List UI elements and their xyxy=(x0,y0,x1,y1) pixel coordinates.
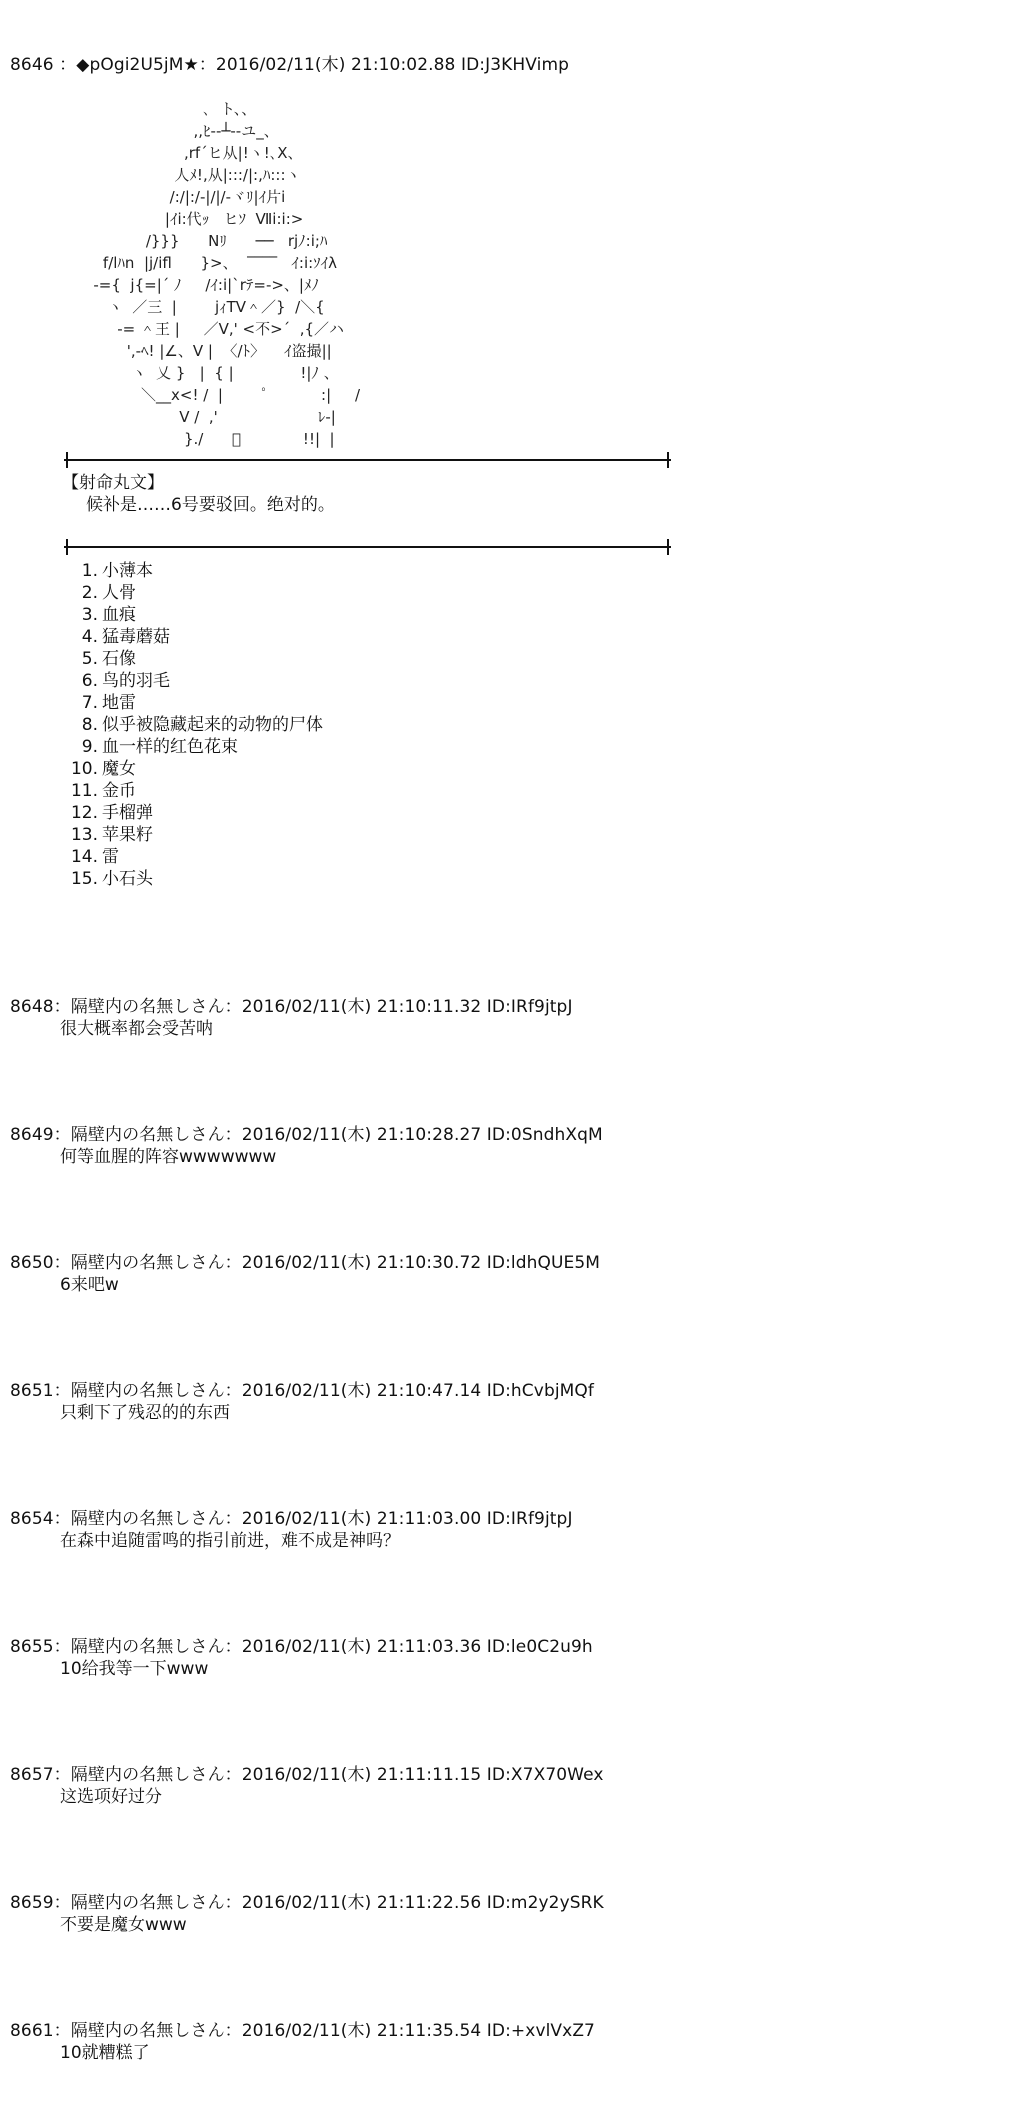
reply-header: 8661：隔壁内の名無しさん：2016/02/11(木) 21:11:35.54 ID:+xvlVxZ7 xyxy=(10,2021,595,2041)
list-item: 8. 似乎被隐藏起来的动物的尸体 xyxy=(81,715,323,735)
list-item: 7. 地雷 xyxy=(81,693,136,713)
list-item: 11. 金币 xyxy=(70,781,136,801)
list-item: 13. 苹果籽 xyxy=(70,825,153,845)
reply-body: 10给我等一下www xyxy=(60,1659,209,1679)
list-item: 9. 血一样的红色花束 xyxy=(81,737,238,757)
speaker-name: 【射命丸文】 xyxy=(62,473,164,493)
speaker-line: 候补是……6号要驳回。绝对的。 xyxy=(86,495,335,515)
reply-header: 8657：隔壁内の名無しさん：2016/02/11(木) 21:11:11.15 ID:X7X70Wex xyxy=(10,1765,604,1785)
list-item: 15. 小石头 xyxy=(70,869,153,889)
ascii-art: ､ ト、、 ,,ﾋ-‐┴‐-ユ_、 ,rf´ヒ从|!ヽ!､X、 人ﾒ!,从|:::/|:,ﾊ:::ヽ /:/|:/-|/|/-ヾﾘ|ｲ片i |ｲi:代ｯ ヒｿ Ⅶi:i:> /}}} Nﾘ ── rjﾉ:i;ﾊ f/lﾊn |j/ifl }>、 ‾‾‾‾ ｲ:i:ｿｲλ -={ j{=|´ ﾉ /ｲ:i|`rﾃ=‐>、|ﾒﾉ ヽ ／三 | jｨTV＾／} /＼{ -= ＾王 | ／V,' <不>´ ,{／ハ ',-ﾍ! |∠、V | 〈/ﾄ〉 ｲ盗撮|| ヽ 乂 } | { | !|ﾉ 、 ＼__x<! / | ﾟ :| / V / ,' ﾚ‐| }./ ﾟ !!| | xyxy=(93,100,361,448)
reply-header: 8650：隔壁内の名無しさん：2016/02/11(木) 21:10:30.72 ID:ldhQUE5M xyxy=(10,1253,601,1273)
list-item: 3. 血痕 xyxy=(81,605,136,625)
divider-top xyxy=(60,454,675,466)
list-item: 14. 雷 xyxy=(70,847,119,867)
list-item: 1. 小薄本 xyxy=(81,561,153,581)
reply-body: 只剩下了残忍的的东西 xyxy=(60,1403,230,1423)
reply-header: 8649：隔壁内の名無しさん：2016/02/11(木) 21:10:28.27 ID:0SndhXqM xyxy=(10,1125,603,1145)
reply-body: 不要是魔女www xyxy=(60,1915,187,1935)
list-item: 12. 手榴弹 xyxy=(70,803,153,823)
option-list xyxy=(60,560,323,890)
list-item: 2. 人骨 xyxy=(81,583,136,603)
op-post-header: 8646 ：◆pOgi2U5jM★：2016/02/11(木) 21:10:02.88 ID:J3KHVimp xyxy=(10,55,569,75)
list-item: 4. 猛毒蘑菇 xyxy=(81,627,170,647)
list-item: 10. 魔女 xyxy=(70,759,136,779)
reply-body: 这选项好过分 xyxy=(60,1787,162,1807)
reply-body: 6来吧w xyxy=(60,1275,119,1295)
reply-header: 8651：隔壁内の名無しさん：2016/02/11(木) 21:10:47.14 ID:hCvbjMQf xyxy=(10,1381,594,1401)
reply-header: 8655：隔壁内の名無しさん：2016/02/11(木) 21:11:03.36 ID:le0C2u9h xyxy=(10,1637,593,1657)
divider-bottom xyxy=(60,541,675,553)
reply-body: 10就糟糕了 xyxy=(60,2043,150,2063)
reply-body: 何等血腥的阵容wwwwwww xyxy=(60,1147,277,1167)
reply-body: 很大概率都会受苦呐 xyxy=(60,1019,213,1039)
reply-header: 8648：隔壁内の名無しさん：2016/02/11(木) 21:10:11.32 ID:IRf9jtpJ xyxy=(10,997,573,1017)
reply-header: 8659：隔壁内の名無しさん：2016/02/11(木) 21:11:22.56 ID:m2y2ySRK xyxy=(10,1893,604,1913)
list-item: 6. 鸟的羽毛 xyxy=(81,671,170,691)
reply-header: 8654：隔壁内の名無しさん：2016/02/11(木) 21:11:03.00 ID:IRf9jtpJ xyxy=(10,1509,573,1529)
list-item: 5. 石像 xyxy=(81,649,136,669)
reply-body: 在森中追随雷鸣的指引前进，难不成是神吗？ xyxy=(60,1531,400,1551)
